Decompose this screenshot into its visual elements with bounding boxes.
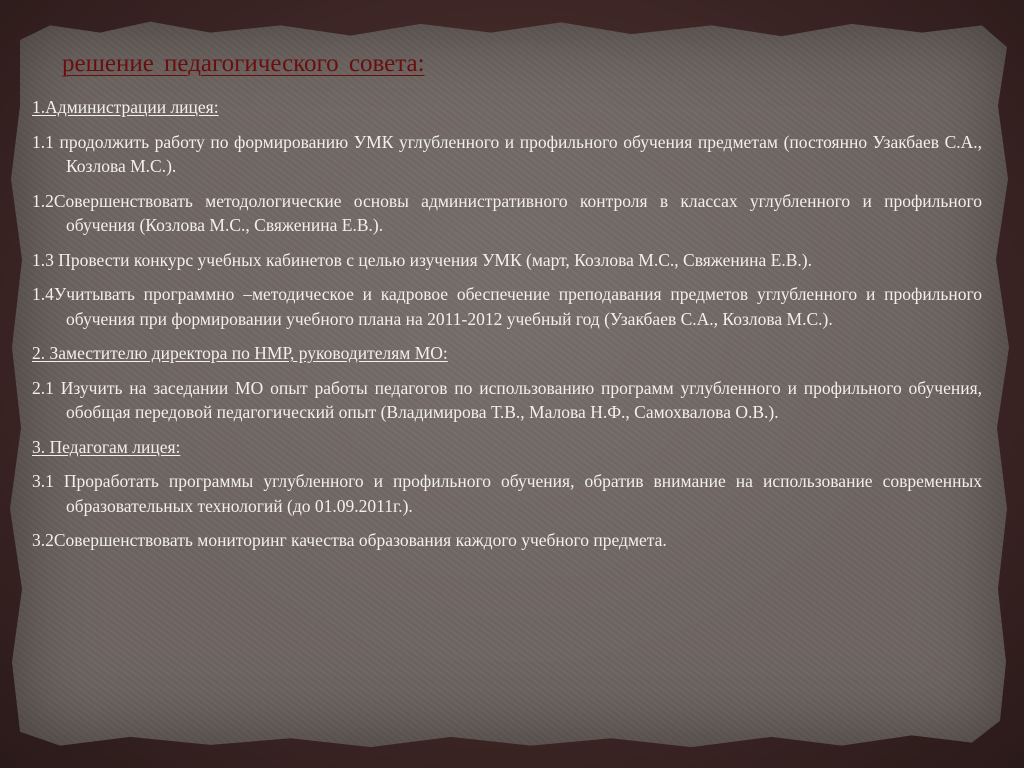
- list-item-2-1: 2.1 Изучить на заседании МО опыт работы педагогов по использованию программ углубленного и профильного обучения, обобщая передовой педагогический опыт (Владимирова Т.В., Малова Н.Ф., Самохвалова О.В.).: [32, 377, 982, 422]
- section-heading-teachers: 3. Педагогам лицея:: [32, 436, 181, 457]
- slide-content: [32, 95, 982, 563]
- list-item-3-1: 3.1 Проработать программы углубленного и профильного обучения, обратив внимание на использование современных образовательных технологий (до 01.09.2011г.).: [32, 471, 982, 516]
- list-item-1-3: 1.3 Провести конкурс учебных кабинетов с целью изучения УМК (март, Козлова М.С., Свяженина Е.В.).: [32, 249, 812, 270]
- section-heading-administration: 1.Администрации лицея:: [32, 97, 219, 117]
- list-item-1-2: 1.2Совершенствовать методологические основы административного контроля в классах углубленного и профильного обучения (Козлова М.С., Свяженина Е.В.).: [32, 190, 982, 235]
- slide-title: решение педагогического совета:: [62, 50, 425, 77]
- list-item-1-4: 1.4Учитывать программно –методическое и кадровое обеспечение преподавания предметов углубленного и профильного обучения при формировании учебного плана на 2011-2012 учебный год (Узакбаев С.А., Козлова М.С.).: [32, 284, 982, 329]
- list-item-3-2: 3.2Совершенствовать мониторинг качества образования каждого учебного предмета.: [32, 530, 667, 550]
- list-item-1-1: 1.1 продолжить работу по формированию УМК углубленного и профильного обучения предметам (постоянно Узакбаев С.А., Козлова М.С.).: [32, 131, 982, 176]
- section-heading-deputy-director: 2. Заместителю директора по НМР, руководителям МО:: [32, 343, 448, 363]
